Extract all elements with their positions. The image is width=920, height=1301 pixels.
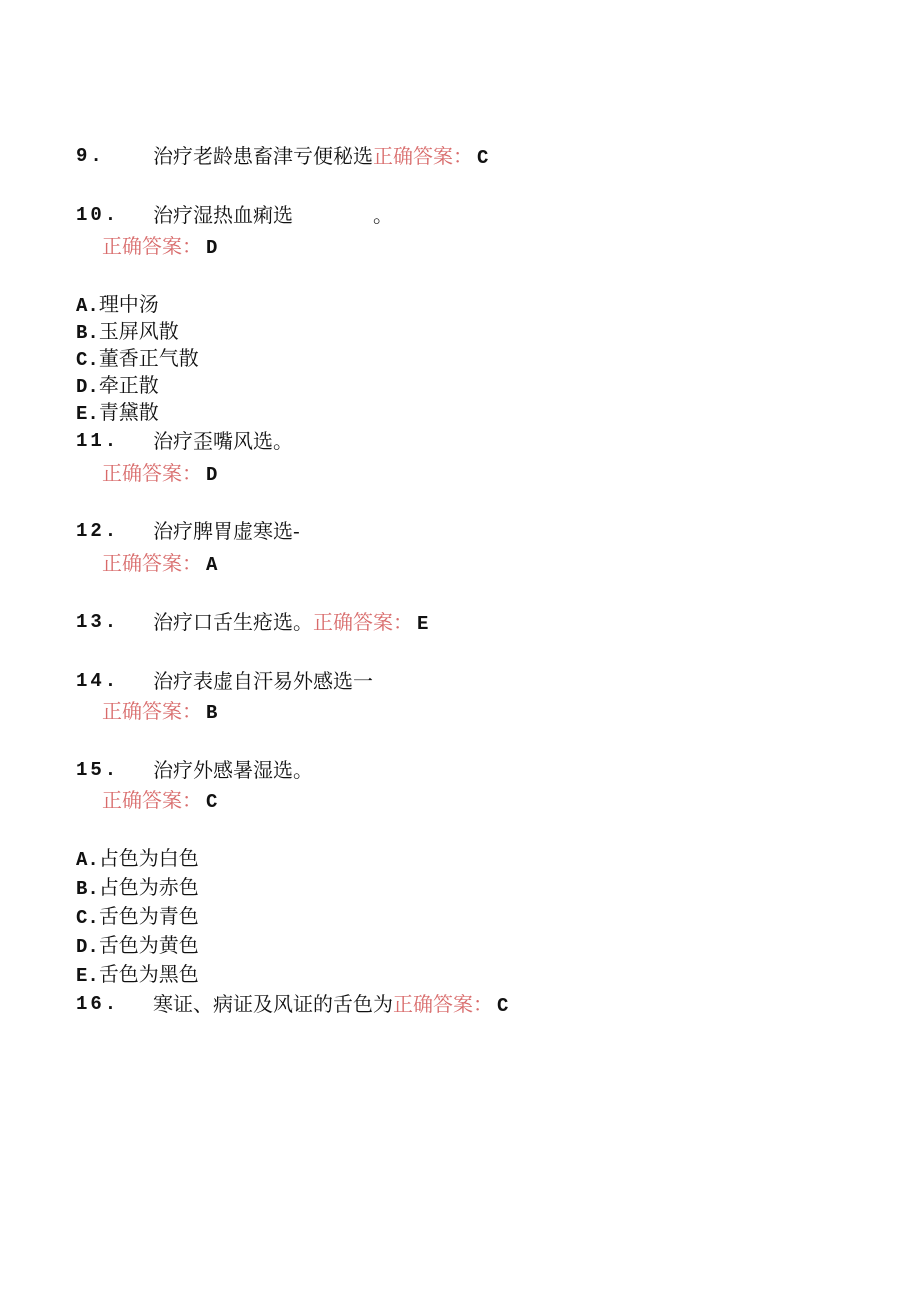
option-letter: A. <box>76 849 99 871</box>
question-text: 治疗老龄患畜津亏便秘选 <box>153 144 373 168</box>
answer-label: 正确答案： <box>313 610 413 634</box>
answer-label: 正确答案： <box>373 144 473 168</box>
option-text: 玉屏风散 <box>98 319 179 343</box>
answer-letter: E <box>417 613 429 635</box>
question-text: 治疗湿热血痢选 。 <box>153 203 393 227</box>
question-number: 15. <box>76 759 120 781</box>
answer-label: 正确答案： <box>102 699 202 723</box>
answer-label: 正确答案： <box>102 551 202 575</box>
answer-letter: D <box>206 464 218 486</box>
answer-letter: C <box>497 995 509 1017</box>
question-number: 11. <box>76 430 120 452</box>
answer-label: 正确答案： <box>102 788 202 812</box>
option-letter: C. <box>76 349 99 371</box>
option-text: 董香正气散 <box>98 346 199 370</box>
question-number: 14. <box>76 670 120 692</box>
question-text: 治疗外感暑湿选。 <box>153 758 313 782</box>
answer-letter: B <box>206 702 218 724</box>
answer-label: 正确答案： <box>102 461 202 485</box>
question-number: 16. <box>76 993 120 1015</box>
question-number: 13. <box>76 611 120 633</box>
answer-letter: C <box>206 791 218 813</box>
option-text: 青黛散 <box>98 400 159 424</box>
option-text: 理中汤 <box>98 292 159 316</box>
question-text: 寒证、病证及风证的舌色为 <box>153 992 393 1016</box>
option-text: 占色为赤色 <box>98 875 199 899</box>
question-text: 治疗歪嘴风选。 <box>153 429 293 453</box>
question-number: 10. <box>76 204 120 226</box>
question-number: 12. <box>76 520 120 542</box>
answer-letter: C <box>477 147 489 169</box>
option-text: 占色为白色 <box>98 846 199 870</box>
option-letter: C. <box>76 907 99 929</box>
option-letter: A. <box>76 295 99 317</box>
answer-label: 正确答案： <box>102 234 202 258</box>
question-text: 治疗脾胃虚寒选- <box>153 519 300 543</box>
option-letter: E. <box>76 403 99 425</box>
answer-label: 正确答案： <box>393 992 493 1016</box>
question-text: 治疗口舌生疮选。 <box>153 610 313 634</box>
option-text: 舌色为黑色 <box>98 962 199 986</box>
question-number: 9. <box>76 145 105 167</box>
option-letter: E. <box>76 965 99 987</box>
option-text: 牵正散 <box>98 373 159 397</box>
question-text: 治疗表虚自汗易外感选一 <box>153 669 373 693</box>
option-text: 舌色为青色 <box>98 904 199 928</box>
answer-letter: A <box>206 554 218 576</box>
option-letter: B. <box>76 878 99 900</box>
option-letter: D. <box>76 936 99 958</box>
answer-letter: D <box>206 237 218 259</box>
option-text: 舌色为黄色 <box>98 933 199 957</box>
option-letter: B. <box>76 322 99 344</box>
option-letter: D. <box>76 376 99 398</box>
